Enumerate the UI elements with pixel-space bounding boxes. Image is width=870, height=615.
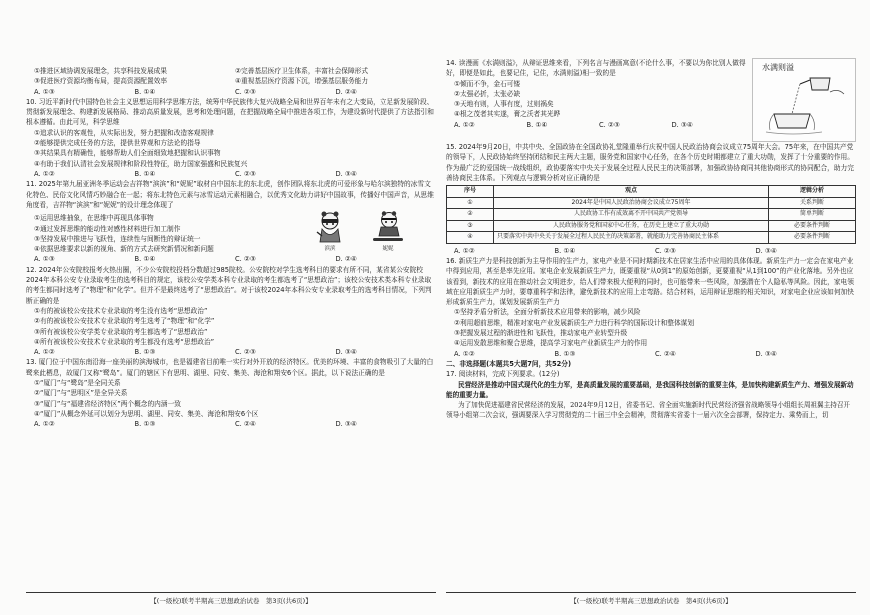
q10-option-2: ②能够提供完成任务的方法，提供世界观和方法论的指导 (34, 139, 201, 148)
q17-material-paragraph-1: 民营经济是推动中国式现代化的生力军，是高质量发展的重要基础，是我国科技创新的重要主体，是加快构建新质生产力、增强发展新动能的重要力量。 (446, 380, 854, 399)
q15-logic-table (446, 185, 856, 244)
q9-options-row-2 (26, 76, 436, 86)
q11-option-3: ③坚持发展中推进与飞跃性，连续性与间断性的辩证统一 (34, 234, 201, 243)
q9-options-row-1 (26, 66, 436, 76)
q12-option-4: ④所有被该校公安技术专业录取的考生都没有选考“思想政治” (34, 337, 215, 346)
q10-option-4: ④有助于我们认清社会发展规律和阶段性特征，助力国家强盛和民族复兴 (34, 159, 248, 168)
q14-option-4: ④根之茂者其实遂，膏之沃者其光晔 (454, 110, 561, 119)
q12-option-3: ③所有被该校公安学类专业录取的考生都选考了“思想政治” (34, 327, 208, 336)
q17-stem: 17. 阅读材料，完成下列要求。(12分) (446, 370, 560, 379)
water-overflow-comic (752, 58, 856, 142)
q9-option-3: ③促进医疗资源均衡布局，提高资源配置效率 (34, 77, 168, 86)
exam-page-3 (26, 66, 436, 606)
q16-option-3: ③把握发展过程的渐进性和飞跃性，推动家电产业转型升级 (454, 329, 628, 338)
mascot-nini: 妮妮 (368, 210, 408, 254)
q13-option-2: ②“厦门”与“思明区”是全异关系 (34, 389, 128, 398)
tiger-mascot-icon (371, 210, 405, 244)
mascot-illustrations (310, 210, 436, 254)
q12-option-1: ①有的被该校公安技术专业录取的考生没有选考“思想政治” (34, 306, 208, 315)
q11-stem: 11. 2025年第九届亚洲冬季运动会吉祥物“滨滨”和“妮妮”取材自中国东北的东北虎，创作团队将东北虎的可爱形象与哈尔滨独特的冰雪文化特色、民俗文化风情巧妙融合在一起；将东北特色元素与冰雪运动元素相融合，以优秀文化助力讲好中国故事，传播好中国声音，从思维角度看，吉祥物“滨滨”和“妮妮”的设计理念体现了 (26, 180, 434, 209)
q11-option-1: ①运用思维抽象，在思维中再现具体事物 (34, 214, 154, 223)
q10-stem: 10. 习近平新时代中国特色社会主义思想运用科学思维方法，统筹中华民族伟大复兴战略全局和世界百年未有之大变局，立足新发展阶段、贯彻新发展理念、构建新发展格局、推动高质量发展，思考和处理问题，在把握战略全局中推进各项工作，为建设新时代提供了方法指引和根本遵循。由此可见，科学思维 (26, 97, 434, 127)
q16-option-2: ②利用超前思维，精准对家电产业发展新质生产力进行科学的国际设计和整体谋划 (454, 318, 695, 327)
table-row: ① 2024年是中国人民政治协商会议成立75周年 关系判断 (447, 197, 856, 209)
q14-choices: A. ①② B. ①④ C. ②③ D. ③④ (454, 120, 693, 129)
table-row: ④ 只要落实中共中央关于发展全过程人民民主的决策部署，就能助力完善协商民主体系 必要条件判断 (447, 232, 856, 244)
q14-option-2: ②太强必折，太张必缺 (454, 89, 521, 98)
comic-title: 水满则溢 (762, 63, 794, 72)
q13-stem: 13. 厦门位于中国东南沿海一座美丽的滨海城市，也是福建省目前唯一实行对外开放的经济特区。优美的环境、丰富的食物吸引了大量的白鹭来此栖息，故厦门又称“鹭岛”。厦门的辖区下有思明、湖里、同安、集美、海沧和翔安6个区。据此，以下说法正确的是 (26, 358, 434, 377)
q16-option-4: ④运用发散思维和聚合思维，提高学习家电产业新质生产力的作用 (454, 339, 648, 348)
q16-option-1: ①坚持矛盾分析法，全面分析新技术应用带来的影响，减少风险 (454, 308, 641, 317)
page-footer: 【(一级校)联考半期高三思想政治试卷 第3页(共6页)】 (26, 592, 436, 606)
q10-option-1: ①追求认识的客观性，从实际出发，努力把握和改造客观规律 (34, 128, 214, 137)
tiger-mascot-icon (313, 210, 347, 244)
q10-option-3: ③其结果具有精确性，能够帮助人们全面细致地把握和认识事物 (34, 149, 221, 158)
q15-choices: A. ①② B. ①④ C. ②③ D. ③④ (454, 246, 777, 255)
q14-option-1: ①倾而不争，金石可镂 (454, 79, 521, 88)
table-header-row: 序号 观点 逻辑分析 (447, 186, 856, 198)
q11-option-2: ②通过发挥思维的能动性对感性材料进行加工制作 (34, 224, 181, 233)
q11-option-4: ④依据思维要求以新的视角、新的方式去研究新情况和新问题 (34, 245, 214, 254)
q16-choices: A. ①② B. ①③ C. ②④ D. ③④ (454, 349, 777, 358)
q9-option-1: ①推进区域协调发展理念，共享科技发展成果 (34, 67, 168, 75)
q13-option-3: ③“厦门”与“福建省经济特区”两个概念的内涵一致 (34, 399, 181, 408)
q9-choices: A. ①③ B. ①④ C. ②③ D. ②④ (34, 87, 357, 96)
mascot-binbin: 滨滨 (310, 210, 350, 254)
q15-stem: 15. 2024年9月20日，中共中央、全国政协在全国政协礼堂隆重举行庆祝中国人民政治协商会议成立75周年大会。75年来，在中国共产党的领导下，人民政协始终坚持团结和民主两大主题，服务党和国家中心任务，在各个历史时期都建立了重大功勋，发挥了十分重要的作用。作为最广泛的爱国统一战线组织，政协要落实中央关于发展全过程人民民主的决策部署，加强政协协商同其他协商形式的协同配合，助力完善协商民主体系。下列观点与逻辑分析对应正确的是 (446, 143, 854, 182)
q12-stem: 12. 2024年公安院校报考火热出圈，不少公安院校投档分数超过985院校。公安院校对学生选考科目的要求有所不同，某省某公安院校2024年本科公安专业录取考生的选考科目的规定，该校公安学类本科专业录取的考生都选考了“思想政治”；该校公安技术类本科专业录取的考生都同时选考了“物理”和“化学”。但并不是最终选考了“思想政治”。对于该校2024年本科公安专业录取考生的选考科目情况，下列判断正确的是 (26, 265, 432, 305)
q13-option-4: ④“厦门”从概念外延可以划分为思明、湖里、同安、集美、海沧和翔安6个区 (34, 409, 259, 418)
q13-choices: A. ①② B. ①③ C. ②④ D. ③④ (34, 420, 357, 429)
q17-material-paragraph-2: 为了加快促进福建省民营经济的发展，2024年9月12日，省委书记、省全面实施新时代民营经济强省战略领导小组组长周祖翼主持召开领导小组第二次会议，强调要深入学习贯彻党的二十届三中全会精神，贯彻落实省委十一届六次全会部署，保持定力、乘势而上，切 (446, 401, 851, 420)
q16-stem: 16. 新质生产力是科技创新为主导作用的生产力，家电产业是不同时期新技术在居家生活中应用的具体体现。新质生产力一定会在家电产业中得到应用，甚至是率先应用。家电企业发展新质生产力，既要重视“从0到1”的原始创新，更要重视“从1到100”的产业化落地。另外也应该看到，新技术的应用在推动社会文明进步，给人们带来极大便利的同时，也可能带来一些风险，加强潜在个人隐私等风险。因此，家电领域在应用新质生产力时，要尊重科学和法律，避免新技术的应用上走弯路。结合材料，运用辩证思维的相关知识，对家电企业应该如何加快形成新质生产力，谋划发展新质生产力 (446, 256, 854, 307)
q12-option-2: ②有的被该校公安技术专业录取的考生选考了“物理”和“化学” (34, 317, 215, 326)
q11-choices: A. ①③ B. ①④ C. ②③ D. ②④ (34, 255, 357, 264)
q13-option-1: ①“厦门”与“鹭岛”是全同关系 (34, 379, 121, 388)
page-footer: 【(一级校)联考半期高三思想政治试卷 第4页(共6页)】 (446, 592, 856, 606)
exam-page-4 (446, 58, 856, 606)
table-row: ② 人民政协工作有成效离不开中国共产党领导 简单判断 (447, 209, 856, 221)
q14-stem: 14. 读漫画《水满则溢》，从辩证思维来看，下列名言与漫画寓意(不论什么事，不要以为你比别人做得好，即便是如此，也要记住，记住，水满则溢)相一致的是 (446, 59, 746, 78)
q10-choices: A. ①② B. ①④ C. ②③ D. ③④ (34, 169, 357, 178)
q9-option-4: ④重视基层医疗资源下沉，增强基层服务能力 (235, 77, 369, 86)
table-row: ③ 人民政协服务党和国家中心任务，在历史上建立了重大功勋 必要条件判断 (447, 220, 856, 232)
q12-choices: A. ①② B. ①③ C. ②③ D. ③④ (34, 348, 357, 357)
q11-options-with-mascots (26, 210, 436, 254)
section-title: 二、非选择题(本题共5大题7问，共52分) (446, 359, 572, 368)
q9-option-2: ②完善基层医疗卫生体系，丰富社会保障形式 (235, 67, 369, 75)
q14-option-3: ③天地有则，人事有度，过则祸矣 (454, 100, 554, 109)
